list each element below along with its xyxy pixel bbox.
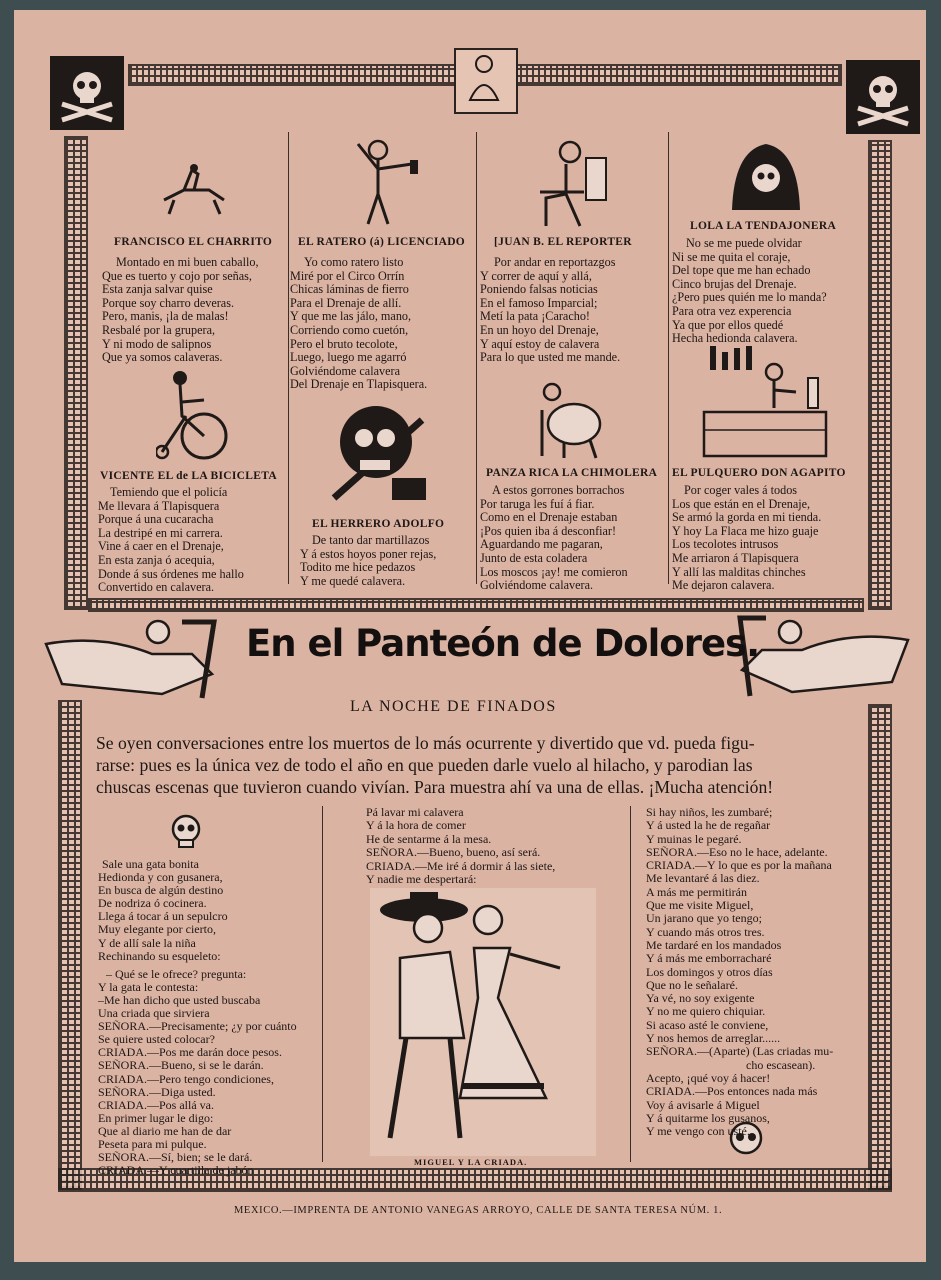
blacksmith-skull-icon [322,398,438,512]
poem-title: LOLA LA TENDAJONERA [690,220,837,232]
illustration-caption: MIGUEL Y LA CRIADA. [414,1157,528,1167]
poem-title: FRANCISCO EL CHARRITO [114,236,273,248]
poem-verse: No se me puede olvidar Ni se me quita el coraje, Del tope que me han echado Cinco brujas del Drenaje. ¿Pero pues quién me lo manda? Para otra vez experencia Ya que por ellos quedé Hecha hedionda calavera. [672,236,827,346]
poem-title-text: JUAN B. EL REPORTER [498,236,632,248]
skull-crossbones-icon [846,60,920,134]
column-divider [476,132,477,584]
dialogue-column-1: Sale una gata bonita Hedionda y con gusanera, En busca de algún destino De nodriza ó cocinera. Llega á tocar á un sepulcro Muy elegante por cierto, Y de allí sale la niña Rechinando su esqueleto: – Qué se le ofrece? pregunta: Y la gata le contesta: –Me han dicho que usted buscaba Una criada que sirviera SEÑORA.—Precisamente; ¿y por cuánto Se quiere usted colocar? CRIADA.—Pos me darán doce pesos. SEÑORA.—Bueno, si se le darán. CRIADA.—Pero tengo condiciones, SEÑORA.—Diga usted. CRIADA.—Pos allá va. En primer lugar le digo: Que al diario me han de dar Peseta para mi pulque. SEÑORA.—Sí, bien; se le dará. CRIADA.—Y cuartilla de jabón [98,857,297,1178]
dialogue-column-3: Si hay niños, les zumbaré; Y á usted la he de regañar Y muinas le pegaré. SEÑORA.—Eso no le hace, adelante. CRIADA.—Y lo que es por la mañana Me levantaré á las diez. A más me permitirán Que me visite Miguel, Un jarano que yo tengo; Y cuando más otros tres. Me tardaré en los mandados Y á más me emborracharé Los domingos y otros días Que no le señalaré. Ya vé, no soy exigente Y no me quiero chiquiar. Si acaso asté le conviene, Y nos hemos de arreglar...... SEÑORA.—(Aparte) (Las criadas mu- cho escasean). Acepto, ¡qué voy á hacer! CRIADA.—Pos entonces nada más Voy á avisarle á Miguel Y á quitarme los gusanos, Y me vengo con usté. [646,805,834,1139]
horse-rider-icon [154,160,234,220]
seated-skeleton-icon [534,380,606,464]
skeleton-thief-icon [346,134,426,234]
right-ornamental-border-upper [868,140,892,610]
skeleton-reporter-icon [536,134,616,234]
column-divider [322,806,323,1162]
poem-verse: De tanto dar martillazos Y á estos hoyos poner rejas, Todito me hice pedazos Y me quedé calavera. [300,533,437,588]
reclining-skeleton-left-icon [42,614,220,704]
bicycle-skeleton-icon [156,366,228,466]
column-divider [288,132,289,584]
poem-title: EL PULQUERO DON AGAPITO [672,467,846,479]
skull-crossbones-icon [50,56,124,130]
poem-verse: Montado en mi buen caballo, Que es tuerto y cojo por señas, Esta zanja salvar quise Porque soy charro deveras. Pero, manis, ¡la de malas! Resbalé por la grupera, Y ni modo de saliрnos Que ya somos calaveras. [102,255,259,365]
column-divider [630,806,631,1162]
dancing-couple-illustration [370,888,596,1160]
imprint-footer: MEXICO.—IMPRENTA DE ANTONIO VANEGAS ARROYO, CALLE DE SANTA TERESA NÚM. 1. [234,1205,723,1216]
tavern-bar-icon [700,342,830,464]
dialogue-column-2: Pá lavar mi calavera Y á la hora de comer He de sentarme á la mesa. SEÑORA.—Bueno, bueno, así será. CRIADA.—Me iré á dormir á las siete, Y nadie me despertará: [366,805,556,887]
poem-title: [JUAN B. EL REPORTER [494,236,632,248]
figure-cameo-icon [454,48,518,114]
main-title: En el Panteón de Dolores. [246,622,760,665]
poem-verse: Por andar en reportazgos Y correr de aquí y allá, Poniendo falsas noticias En el famoso Imparcial; Metí la pata ¡Caracho! En un hoyo del Drenaje, Y aquí estoy de calavera Para lo que usted me mande. [480,255,621,365]
intro-paragraph: Se oyen conversaciones entre los muertos de lo más ocurrente y divertido que vd. pueda figu- rarse: pues es la única vez de todo el año en que pueden darle vuelo al hilacho, y parodian las chuscas escenas que tuvieron cuando vivían. Para muestra ahí va una de ellas. ¡Mucha atención! [96,733,774,797]
subtitle: LA NOCHE DE FINADOS [350,698,557,715]
poem-verse: Temiendo que el policía Me llevara á Tlapisquera Porque á una cucaracha La destripé en mi carrera. Vine á caer en el Drenaje, En esta zanja ó acequia, Donde á sus órdenes me hallo Convertido en calavera. [98,485,244,595]
veiled-skull-icon [724,140,808,216]
right-ornamental-border-lower [868,704,892,1190]
small-skull-icon [166,814,206,854]
left-ornamental-border-upper [64,136,88,610]
poem-verse: A estos gorrones borrachos Por taruga les fuí á fiar. Como en el Drenaje estaban ¡Pos quien iba á desconfiar! Aguardando me pagaran, Junto de esta coladera Los moscos ¡ay! me comieron Golviéndome calavera. [480,483,628,593]
poem-verse: Por coger vales á todos Los que están en el Drenaje, Se armó la gorda en mi tienda. Y hoy La Flaca me hizo guaje Los tecolotes intrusos Me arriaron á Tlapisquera Y allí las malditas chinches Me dejaron calavera. [672,483,822,593]
poem-title: EL RATERO (á) LICENCIADO [298,236,466,248]
poem-title: PANZA RICA LA CHIMOLERA [486,467,658,479]
poem-title: VICENTE EL de LA BICICLETA [100,470,277,482]
poem-title: EL HERRERO ADOLFO [312,518,445,530]
left-ornamental-border-lower [58,700,82,1190]
column-divider [668,132,669,584]
poem-verse: Yo como ratero listo Miré por el Circo Orrín Chicas láminas de fierro Para el Drenaje de allí. Y que me las jálo, mano, Corriendo como cuetón, Pero el bruto tecolote, Luego, luego me agarró Golviéndome calavera Del Drenaje en Tlapisquera. [290,255,428,392]
